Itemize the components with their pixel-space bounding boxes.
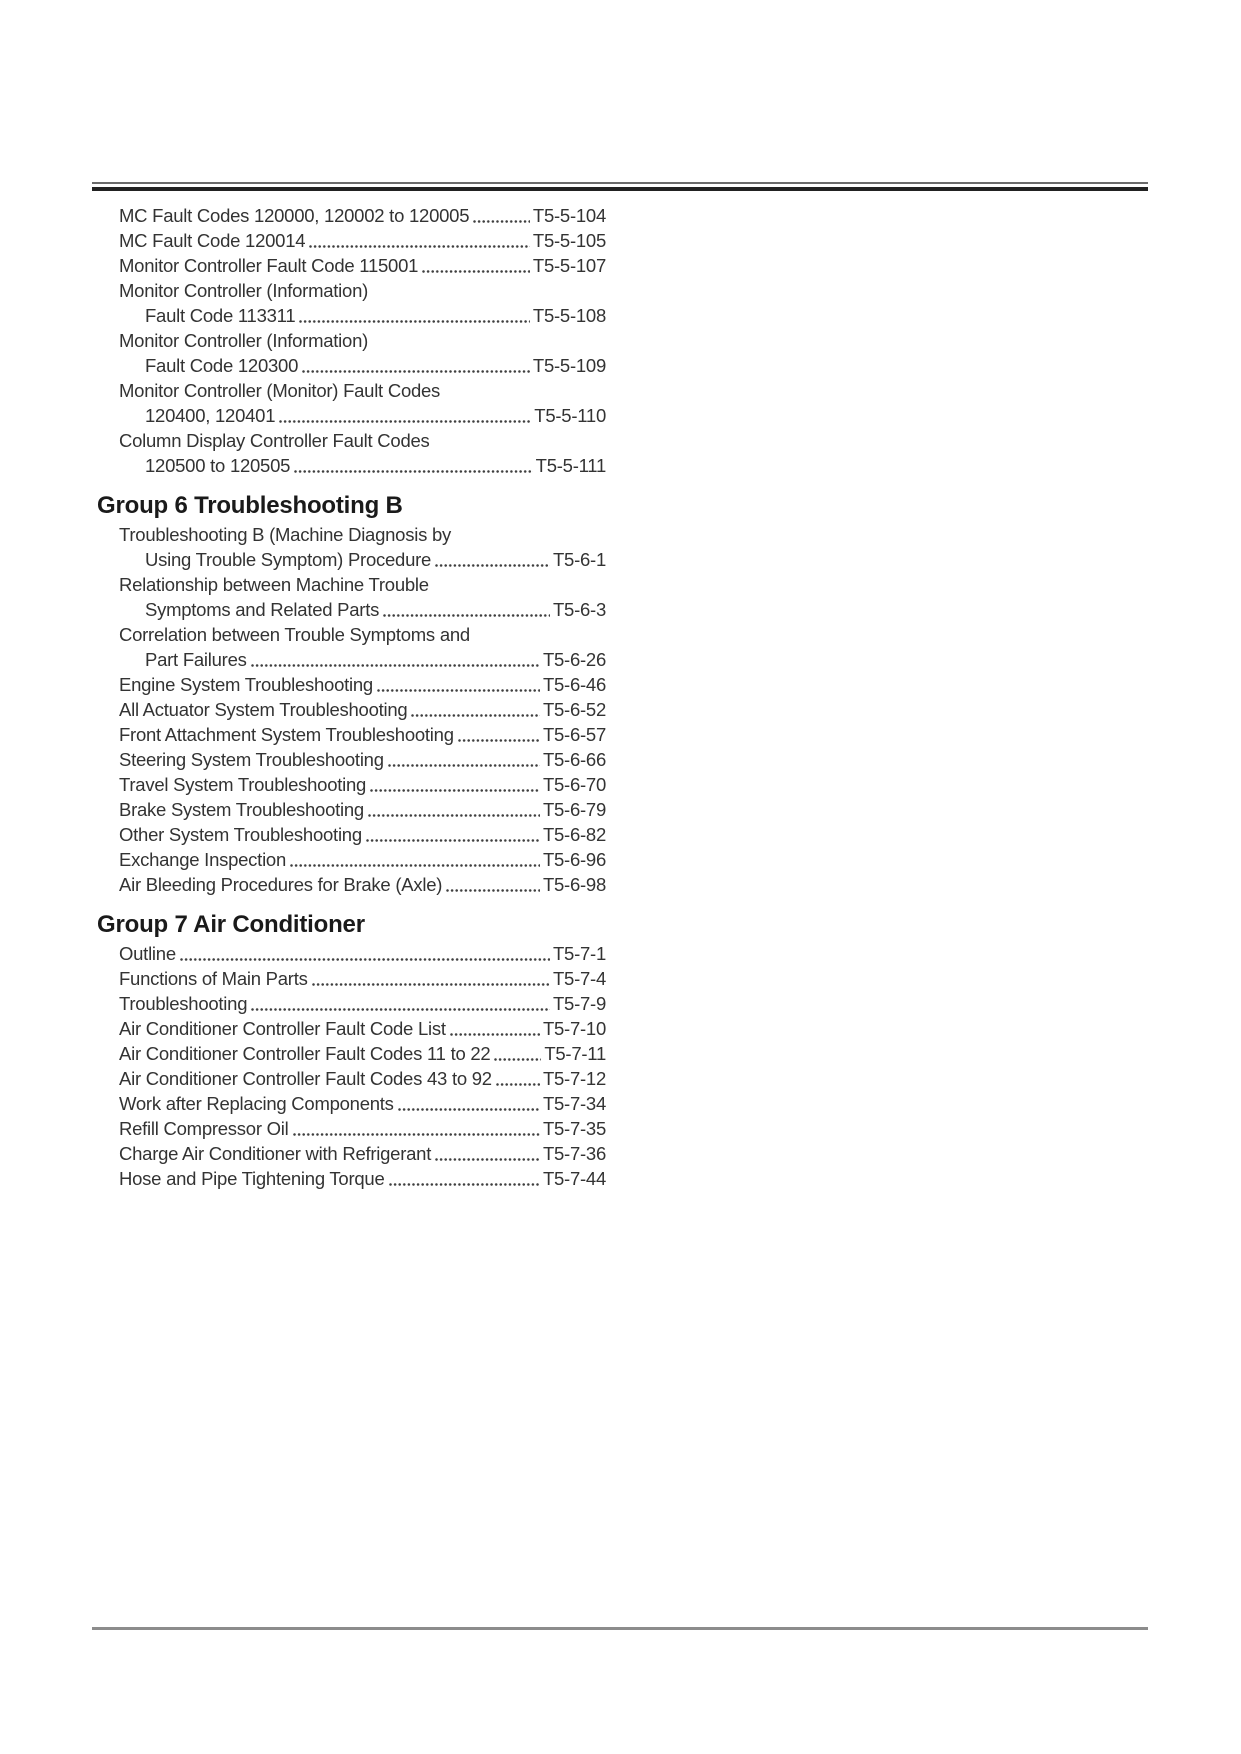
toc-entry-title: Engine System Troubleshooting <box>119 674 373 695</box>
page-reference: T5-7-34 <box>542 1093 606 1114</box>
page-reference: T5-7-35 <box>542 1118 606 1139</box>
toc-entry-title: MC Fault Code 120014 <box>119 230 306 251</box>
toc-entry-last-line <box>119 1041 606 1066</box>
toc-entry-title: Monitor Controller Fault Code 115001 <box>119 255 419 276</box>
toc-entry-last-line <box>119 941 606 966</box>
toc-entry-last-line <box>119 722 606 747</box>
toc-entry-last-line <box>119 547 606 572</box>
page-reference: T5-5-111 <box>535 455 606 476</box>
toc-entry <box>97 203 606 228</box>
page-reference: T5-6-1 <box>553 549 606 570</box>
dotted-leader <box>398 1091 540 1116</box>
toc-entry-title: Hose and Pipe Tightening Torque <box>119 1168 385 1189</box>
dotted-leader <box>279 403 531 428</box>
page-reference: T5-6-96 <box>542 849 606 870</box>
dotted-leader <box>312 966 550 991</box>
group-heading: Group 7 Air Conditioner <box>97 911 365 938</box>
toc-entry-last-line <box>119 1016 606 1041</box>
toc-entry-title: Using Trouble Symptom) Procedure <box>145 549 432 570</box>
dotted-leader <box>435 1141 540 1166</box>
page-reference: T5-7-11 <box>544 1043 606 1064</box>
dotted-leader <box>251 991 550 1016</box>
toc-entry <box>97 572 606 622</box>
toc-entry <box>97 966 606 991</box>
dotted-leader <box>446 872 540 897</box>
toc-entry-last-line <box>119 991 606 1016</box>
dotted-leader <box>496 1066 540 1091</box>
toc-entry-wrap-line: Monitor Controller (Monitor) Fault Codes <box>119 380 441 401</box>
toc-entry-last-line <box>119 303 606 328</box>
dotted-leader <box>494 1041 541 1066</box>
dotted-leader <box>473 203 530 228</box>
page-reference: T5-7-4 <box>553 968 606 989</box>
toc-entry-last-line <box>119 1141 606 1166</box>
page-reference: T5-7-12 <box>542 1068 606 1089</box>
dotted-leader <box>290 847 540 872</box>
toc-entry <box>97 1066 606 1091</box>
page-reference: T5-6-52 <box>542 699 606 720</box>
page-reference: T5-6-79 <box>542 799 606 820</box>
page-reference: T5-6-70 <box>542 774 606 795</box>
toc-entry-title: Air Conditioner Controller Fault Codes 43 to 92 <box>119 1068 492 1089</box>
toc-entry <box>97 328 606 378</box>
dotted-leader <box>383 597 550 622</box>
header-rule-thick-line <box>92 187 1148 191</box>
toc-entry <box>97 672 606 697</box>
toc-entry-last-line <box>119 597 606 622</box>
page-reference: T5-7-9 <box>553 993 606 1014</box>
page-reference: T5-6-57 <box>542 724 606 745</box>
page-reference: T5-7-36 <box>542 1143 606 1164</box>
toc-entry-title: Outline <box>119 943 176 964</box>
toc-entry-last-line <box>119 1116 606 1141</box>
page-reference: T5-6-46 <box>542 674 606 695</box>
dotted-leader <box>302 353 530 378</box>
dotted-leader <box>411 697 540 722</box>
dotted-leader <box>450 1016 540 1041</box>
toc-entry <box>97 1041 606 1066</box>
toc-entry-title: Refill Compressor Oil <box>119 1118 289 1139</box>
toc-entry-wrap-line: Monitor Controller (Information) <box>119 280 369 301</box>
toc-entry <box>97 1166 606 1191</box>
toc-entry-title: Other System Troubleshooting <box>119 824 362 845</box>
toc-entry <box>97 747 606 772</box>
toc-entry-title: Travel System Troubleshooting <box>119 774 367 795</box>
toc-entry-wrap-line: Column Display Controller Fault Codes <box>119 430 430 451</box>
toc-entry-title: 120400, 120401 <box>145 405 276 426</box>
page-reference: T5-7-1 <box>553 943 606 964</box>
dotted-leader <box>368 797 540 822</box>
toc-entry-last-line <box>119 966 606 991</box>
toc-entry-title: Part Failures <box>145 649 247 670</box>
toc-entry <box>97 1016 606 1041</box>
page-reference: T5-5-107 <box>532 255 606 276</box>
toc-entry-title: Troubleshooting <box>119 993 248 1014</box>
page-reference: T5-7-44 <box>542 1168 606 1189</box>
dotted-leader <box>299 303 530 328</box>
page-reference: T5-6-82 <box>542 824 606 845</box>
toc-entry-title: Fault Code 113311 <box>145 305 296 326</box>
page-reference: T5-5-109 <box>532 355 606 376</box>
page-reference: T5-6-26 <box>542 649 606 670</box>
toc-entry-title: Exchange Inspection <box>119 849 287 870</box>
toc-entry <box>97 822 606 847</box>
page-reference: T5-5-110 <box>534 405 606 426</box>
toc-entry-title: Fault Code 120300 <box>145 355 299 376</box>
toc-entry-title: All Actuator System Troubleshooting <box>119 699 408 720</box>
toc-entry-last-line <box>119 228 606 253</box>
toc-entry <box>97 991 606 1016</box>
toc-entry <box>97 378 606 428</box>
toc-entry <box>97 228 606 253</box>
toc-entry <box>97 872 606 897</box>
toc-entry-title: 120500 to 120505 <box>145 455 291 476</box>
page-reference: T5-7-10 <box>542 1018 606 1039</box>
toc-entry <box>97 797 606 822</box>
toc-entry-last-line <box>119 847 606 872</box>
toc-entry-last-line <box>119 203 606 228</box>
dotted-leader <box>388 747 540 772</box>
toc-entry <box>97 1116 606 1141</box>
toc-entry-wrap-line: Correlation between Trouble Symptoms and <box>119 624 470 645</box>
toc-entry <box>97 1141 606 1166</box>
dotted-leader <box>377 672 540 697</box>
dotted-leader <box>180 941 550 966</box>
toc-entry <box>97 722 606 747</box>
dotted-leader <box>309 228 530 253</box>
toc-entry-last-line <box>119 747 606 772</box>
toc-entry-title: Charge Air Conditioner with Refrigerant <box>119 1143 432 1164</box>
dotted-leader <box>294 453 532 478</box>
toc-entry-title: Symptoms and Related Parts <box>145 599 380 620</box>
toc-entry-last-line <box>119 872 606 897</box>
toc-entry <box>97 697 606 722</box>
toc-entry-title: Work after Replacing Components <box>119 1093 394 1114</box>
dotted-leader <box>389 1166 540 1191</box>
toc-entry-last-line <box>119 672 606 697</box>
page-reference: T5-6-3 <box>553 599 606 620</box>
toc-entry-last-line <box>119 353 606 378</box>
toc-entry <box>97 622 606 672</box>
toc-entry-last-line <box>119 822 606 847</box>
toc-entry <box>97 278 606 328</box>
toc-entry-title: Air Bleeding Procedures for Brake (Axle) <box>119 874 443 895</box>
toc-entry-last-line <box>119 1091 606 1116</box>
toc-entry-title: Steering System Troubleshooting <box>119 749 384 770</box>
toc-entry-wrap-line: Troubleshooting B (Machine Diagnosis by <box>119 524 451 545</box>
dotted-leader <box>422 253 530 278</box>
page-reference: T5-6-66 <box>542 749 606 770</box>
toc-section <box>97 492 606 897</box>
toc-entry <box>97 772 606 797</box>
page-reference: T5-5-104 <box>532 205 606 226</box>
dotted-leader <box>293 1116 540 1141</box>
table-of-contents <box>97 203 606 1191</box>
page-reference: T5-6-98 <box>542 874 606 895</box>
dotted-leader <box>435 547 550 572</box>
toc-entry-title: Functions of Main Parts <box>119 968 308 989</box>
footer-rule <box>92 1627 1148 1630</box>
toc-entry-title: Brake System Troubleshooting <box>119 799 364 820</box>
header-double-rule <box>92 182 1148 191</box>
toc-entry-last-line <box>119 453 606 478</box>
toc-entry-last-line <box>119 697 606 722</box>
toc-entry-last-line <box>119 403 606 428</box>
toc-entry-wrap-line: Relationship between Machine Trouble <box>119 574 429 595</box>
toc-entry-last-line <box>119 772 606 797</box>
toc-entry <box>97 1091 606 1116</box>
toc-entry <box>97 428 606 478</box>
toc-entry-last-line <box>119 647 606 672</box>
dotted-leader <box>251 647 540 672</box>
toc-entry-title: Front Attachment System Troubleshooting <box>119 724 454 745</box>
toc-entry-title: Air Conditioner Controller Fault Code List <box>119 1018 446 1039</box>
toc-entry-last-line <box>119 1166 606 1191</box>
page-reference: T5-5-108 <box>532 305 606 326</box>
toc-entry-wrap-line: Monitor Controller (Information) <box>119 330 369 351</box>
group-heading: Group 6 Troubleshooting B <box>97 492 403 519</box>
toc-entry <box>97 941 606 966</box>
dotted-leader <box>370 772 540 797</box>
toc-entry <box>97 847 606 872</box>
toc-entry-title: Air Conditioner Controller Fault Codes 11 to 22 <box>119 1043 491 1064</box>
toc-entry-last-line <box>119 1066 606 1091</box>
page-reference: T5-5-105 <box>532 230 606 251</box>
toc-entry <box>97 522 606 572</box>
toc-entry-last-line <box>119 797 606 822</box>
toc-entry <box>97 253 606 278</box>
toc-section <box>97 911 606 1191</box>
toc-entry-last-line <box>119 253 606 278</box>
dotted-leader <box>458 722 540 747</box>
dotted-leader <box>366 822 540 847</box>
toc-entry-title: MC Fault Codes 120000, 120002 to 120005 <box>119 205 470 226</box>
toc-section <box>97 203 606 478</box>
